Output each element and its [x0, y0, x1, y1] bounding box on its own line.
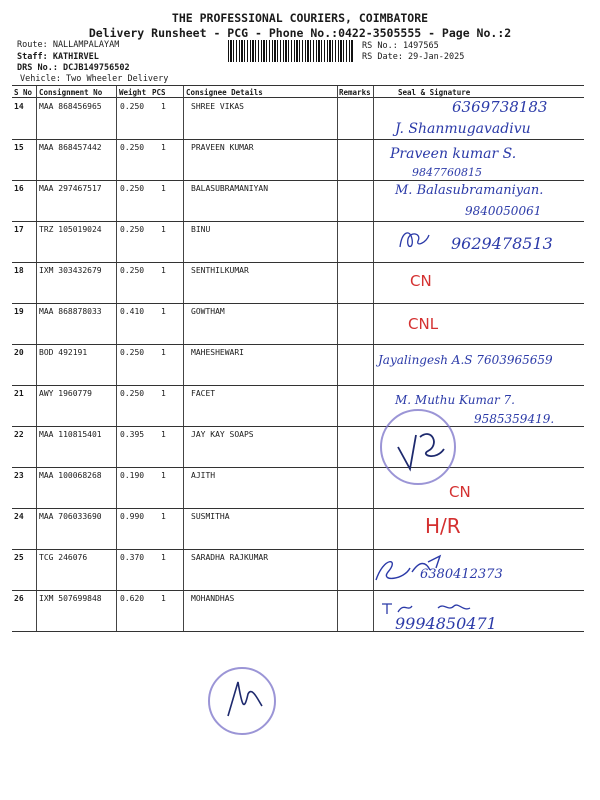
cell-sno: 26	[14, 594, 24, 603]
row-divider	[12, 549, 584, 550]
cell-consignee: BALASUBRAMANIYAN	[191, 184, 269, 193]
cell-consignee: MOHANDHAS	[191, 594, 235, 603]
col-header-consignment: Consignment No	[39, 88, 103, 97]
remark-hr: H/R	[425, 514, 461, 538]
row-divider	[12, 508, 584, 509]
remark-cn: CN	[410, 272, 432, 290]
cell-pcs: 1	[161, 594, 166, 603]
signature-text: 9994850471	[395, 614, 497, 633]
cell-consignment-no: MAA 706033690	[39, 512, 102, 521]
cell-consignee: PRAVEEN KUMAR	[191, 143, 254, 152]
cell-consignment-no: IXM 303432679	[39, 266, 102, 275]
rs-date: RS Date: 29-Jan-2025	[362, 52, 465, 62]
cell-sno: 24	[14, 512, 24, 521]
cell-consignment-no: MAA 868878033	[39, 307, 102, 316]
cell-sno: 15	[14, 143, 24, 152]
signature-text: M. Muthu Kumar 7.	[395, 393, 515, 407]
cell-pcs: 1	[161, 307, 166, 316]
cell-weight: 0.990	[120, 512, 145, 521]
cell-pcs: 1	[161, 266, 166, 275]
row-divider	[12, 262, 584, 263]
col-divider	[116, 86, 117, 632]
cell-weight: 0.250	[120, 102, 145, 111]
cell-consignee: MAHESHEWARI	[191, 348, 244, 357]
cell-sno: 18	[14, 266, 24, 275]
signature-text: Jayalingesh A.S 7603965659	[378, 353, 553, 367]
row-divider	[12, 303, 584, 304]
cell-sno: 22	[14, 430, 24, 439]
row-divider	[12, 385, 584, 386]
cell-sno: 16	[14, 184, 24, 193]
cell-consignment-no: TCG 246076	[39, 553, 88, 562]
cell-sno: 14	[14, 102, 24, 111]
cell-weight: 0.190	[120, 471, 145, 480]
remark-cn: CN	[449, 483, 471, 501]
cell-weight: 0.250	[120, 143, 145, 152]
cell-weight: 0.620	[120, 594, 145, 603]
col-divider	[36, 86, 37, 632]
cell-consignee: BINU	[191, 225, 211, 234]
row-divider	[12, 180, 584, 181]
signature-scribble	[396, 227, 432, 253]
col-divider	[183, 86, 184, 632]
cell-weight: 0.395	[120, 430, 145, 439]
cell-sno: 19	[14, 307, 24, 316]
cell-consignment-no: MAA 110815401	[39, 430, 102, 439]
cell-pcs: 1	[161, 143, 166, 152]
cell-pcs: 1	[161, 512, 166, 521]
route-label: Route: NALLAMPALAYAM	[17, 40, 120, 50]
cell-consignee: GOWTHAM	[191, 307, 225, 316]
cell-pcs: 1	[161, 553, 166, 562]
remark-cnl: CNL	[408, 315, 439, 333]
cell-weight: 0.250	[120, 266, 145, 275]
signature-text: 6369738183	[452, 98, 548, 116]
signature-text: 9847760815	[412, 166, 482, 179]
cell-weight: 0.250	[120, 389, 145, 398]
cell-weight: 0.370	[120, 553, 145, 562]
cell-consignee: SARADHA RAJKUMAR	[191, 553, 269, 562]
cell-weight: 0.250	[120, 184, 145, 193]
document-subtitle: Delivery Runsheet - PCG - Phone No.:0422-3505555 - Page No.:2	[88, 26, 512, 40]
cell-consignment-no: TRZ 105019024	[39, 225, 102, 234]
row-divider	[12, 590, 584, 591]
row-divider	[12, 467, 584, 468]
staff-label: Staff: KATHIRVEL	[17, 52, 99, 62]
cell-weight: 0.410	[120, 307, 145, 316]
cell-consignment-no: MAA 868457442	[39, 143, 102, 152]
cell-consignment-no: BOD 492191	[39, 348, 88, 357]
signature-scribble	[392, 427, 452, 473]
signature-text: 9840050061	[465, 204, 542, 218]
signature-text: J. Shanmugavadivu	[395, 121, 531, 137]
cell-pcs: 1	[161, 471, 166, 480]
table-top-rule	[12, 85, 584, 86]
cell-pcs: 1	[161, 389, 166, 398]
cell-sno: 25	[14, 553, 24, 562]
cell-consignee: JAY KAY SOAPS	[191, 430, 254, 439]
signature-text: 6380412373	[420, 567, 503, 582]
signature-text: 9585359419.	[474, 412, 555, 426]
cell-consignment-no: MAA 868456965	[39, 102, 102, 111]
cell-pcs: 1	[161, 184, 166, 193]
cell-consignee: AJITH	[191, 471, 216, 480]
cell-consignee: SUSMITHA	[191, 512, 230, 521]
document-title: THE PROFESSIONAL COURIERS, COIMBATORE	[171, 11, 429, 25]
col-header-sno: S No	[14, 88, 33, 97]
cell-consignee: FACET	[191, 389, 216, 398]
cell-weight: 0.250	[120, 225, 145, 234]
cell-sno: 23	[14, 471, 24, 480]
row-divider	[12, 139, 584, 140]
col-header-pcs: PCS	[152, 88, 166, 97]
col-header-signature: Seal & Signature	[398, 88, 471, 97]
cell-pcs: 1	[161, 430, 166, 439]
signature-text: 9629478513	[451, 234, 553, 253]
col-header-remarks: Remarks	[339, 88, 371, 97]
row-divider	[12, 344, 584, 345]
row-divider	[12, 631, 584, 632]
cell-consignment-no: AWY 1960779	[39, 389, 92, 398]
cell-weight: 0.250	[120, 348, 145, 357]
vehicle-label: Vehicle: Two Wheeler Delivery	[20, 74, 169, 84]
cell-sno: 17	[14, 225, 24, 234]
col-header-consignee: Consignee Details	[186, 88, 263, 97]
cell-consignment-no: MAA 297467517	[39, 184, 102, 193]
cell-sno: 20	[14, 348, 24, 357]
cell-consignee: SENTHILKUMAR	[191, 266, 249, 275]
signature-scribble	[218, 676, 266, 722]
cell-consignment-no: IXM 507699848	[39, 594, 102, 603]
rs-number: RS No.: 1497565	[362, 41, 439, 51]
cell-pcs: 1	[161, 225, 166, 234]
row-divider	[12, 426, 584, 427]
signature-text: M. Balasubramaniyan.	[395, 183, 544, 198]
row-divider	[12, 221, 584, 222]
cell-consignee: SHREE VIKAS	[191, 102, 244, 111]
barcode	[228, 40, 354, 62]
signature-text: Praveen kumar S.	[390, 146, 517, 162]
col-divider	[337, 86, 338, 632]
cell-sno: 21	[14, 389, 24, 398]
cell-pcs: 1	[161, 102, 166, 111]
cell-consignment-no: MAA 100068268	[39, 471, 102, 480]
cell-pcs: 1	[161, 348, 166, 357]
drs-number: DRS No.: DCJB149756502	[17, 63, 130, 73]
col-header-weight: Weight	[119, 88, 147, 97]
